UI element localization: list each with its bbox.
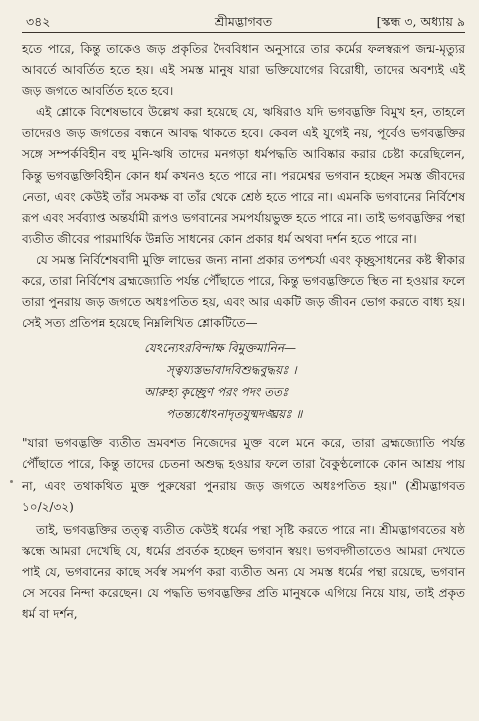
sanskrit-verse — [144, 337, 465, 425]
verse-line: পতন্ত্যধোঽনাদৃতযুষ্মদঙ্ঘ্রয়ঃ ॥ — [166, 407, 303, 422]
running-header — [22, 12, 465, 33]
paragraph-conclusion: তাই, ভগবদ্ভক্তির তত্ত্ব ব্যতীত কেউই ধর্মের পন্থা সৃষ্টি করতে পারে না। শ্রীমদ্ভাগবতের ষষ্ঠ স্কন্ধে আমরা দেখেছি যে, ধর্মের প্রবর্তক হচ্ছেন ভগবান স্বয়ং। ভগবদ্গীতাতেও আমরা দেখতে পাই যে, ভগবানের কাছে সর্বস্ব সমর্পণ করা ব্যতীত অন্য যে সমস্ত ধর্মের পন্থা রয়েছে, ভগবান সে সবের নিন্দা করেছেন। যে পদ্ধতি ভগবদ্ভক্তির প্রতি মানুষকে এগিয়ে নিয়ে যায়, তাই প্রকৃত ধর্ম বা দর্শন, — [22, 522, 465, 622]
paragraph-impersonalists: যে সমস্ত নির্বিশেষবাদী মুক্তি লাভের জন্য নানা প্রকার তপশ্চর্যা এবং কৃচ্ছ্রসাধনের কষ্ট স্বীকার করে, তারা নির্বিশেষ ব্রহ্মজ্যোতি পর্যন্ত পৌঁছাতে পারে, কিন্তু ভগবদ্ভক্তিতে স্থিত না হওয়ার ফলে তারা পুনরায় জড় জগতে অধঃপতিত হয়, এবং আর একটি জড় জীবন ভোগ করতে বাধ্য হয়। সেই সত্য প্রতিপন্ন হয়েছে নিম্নলিখিত শ্লোকটিতে— — [22, 252, 465, 331]
verse-translation: "যারা ভগবদ্ভক্তি ব্যতীত ভ্রমবশত নিজেদের মুক্ত বলে মনে করে, তারা ব্রহ্মজ্যোতি পর্যন্ত পৌঁছাতে পারে, কিন্তু তাদের চেতনা অশুদ্ধ হওয়ার ফলে তারা বৈকুণ্ঠলোকে কোন আশ্রয় পায় না, এবং তথাকথিত মুক্ত পুরুষেরা পুনরায় জড় জগতে অধঃপতিত হয়।" (শ্রীমদ্ভাগবত ১০/২/৩২) — [22, 436, 466, 514]
verse-line: যেঽন্যেঽরবিন্দাক্ষ বিমুক্তমানিন— — [144, 341, 296, 356]
paragraph-continuation: হতে পারে, কিন্তু তাকেও জড় প্রকৃতির দৈববিধান অনুসারে তার কর্মের ফলস্বরূপ জন্ম-মৃত্যুর আবর্তে আবর্তিত হতে হয়। এই সমস্ত মানুষ যারা ভক্তিযোগের বিরোধী, তাদের অবশ্যই এই জড় জগতে আবর্তিত হতে হবে। — [22, 42, 465, 99]
book-title: শ্রীমদ্ভাগবত — [214, 14, 273, 29]
page-number: ৩৪২ — [26, 14, 51, 29]
print-speck — [10, 480, 13, 483]
verse-line: আরুহ্য কৃচ্ছ্রেণ পরং পদং ততঃ — [144, 385, 289, 400]
section-reference: [স্কন্ধ ৩, অধ্যায় ৯ — [376, 14, 465, 29]
verse-line: স্ত্বয্যস্তভাবাদবিশুদ্ধবুদ্ধয়ঃ । — [166, 363, 297, 378]
paragraph-purport: এই শ্লোকে বিশেষভাবে উল্লেখ করা হয়েছে যে, ঋষিরাও যদি ভগবদ্ভক্তি বিমুখ হন, তাহলে তাদেরও জড় জগতের বন্ধনে আবদ্ধ থাকতে হবে। কেবল এই যুগেই নয়, পূর্বেও ভগবদ্ভক্তির সঙ্গে সম্পর্কবিহীন বহু মুনি-ঋষি তাদের মনগড়া ধর্মপদ্ধতি আবিষ্কার করার চেষ্টা করেছিলেন, কিন্তু ভগবদ্ভক্তিবিহীন কোন ধর্ম কখনও হতে পারে না। পরমেশ্বর ভগবান হচ্ছেন সমস্ত জীবদের নেতা, এবং কেউই তাঁর সমকক্ষ বা তাঁর থেকে শ্রেষ্ঠ হতে পারে না। এমনকি ভগবানের নির্বিশেষ রূপ এবং সর্বব্যাপ্ত অন্তর্যামী রূপও ভগবানের সমপর্যায়ভুক্ত হতে পারে না। তাই ভগবদ্ভক্তির পন্থা ব্যতীত জীবের পারমার্থিক উন্নতি সাধনের কোন প্রকার ধর্ম অথবা দর্শন হতে পারে না। — [22, 105, 465, 246]
